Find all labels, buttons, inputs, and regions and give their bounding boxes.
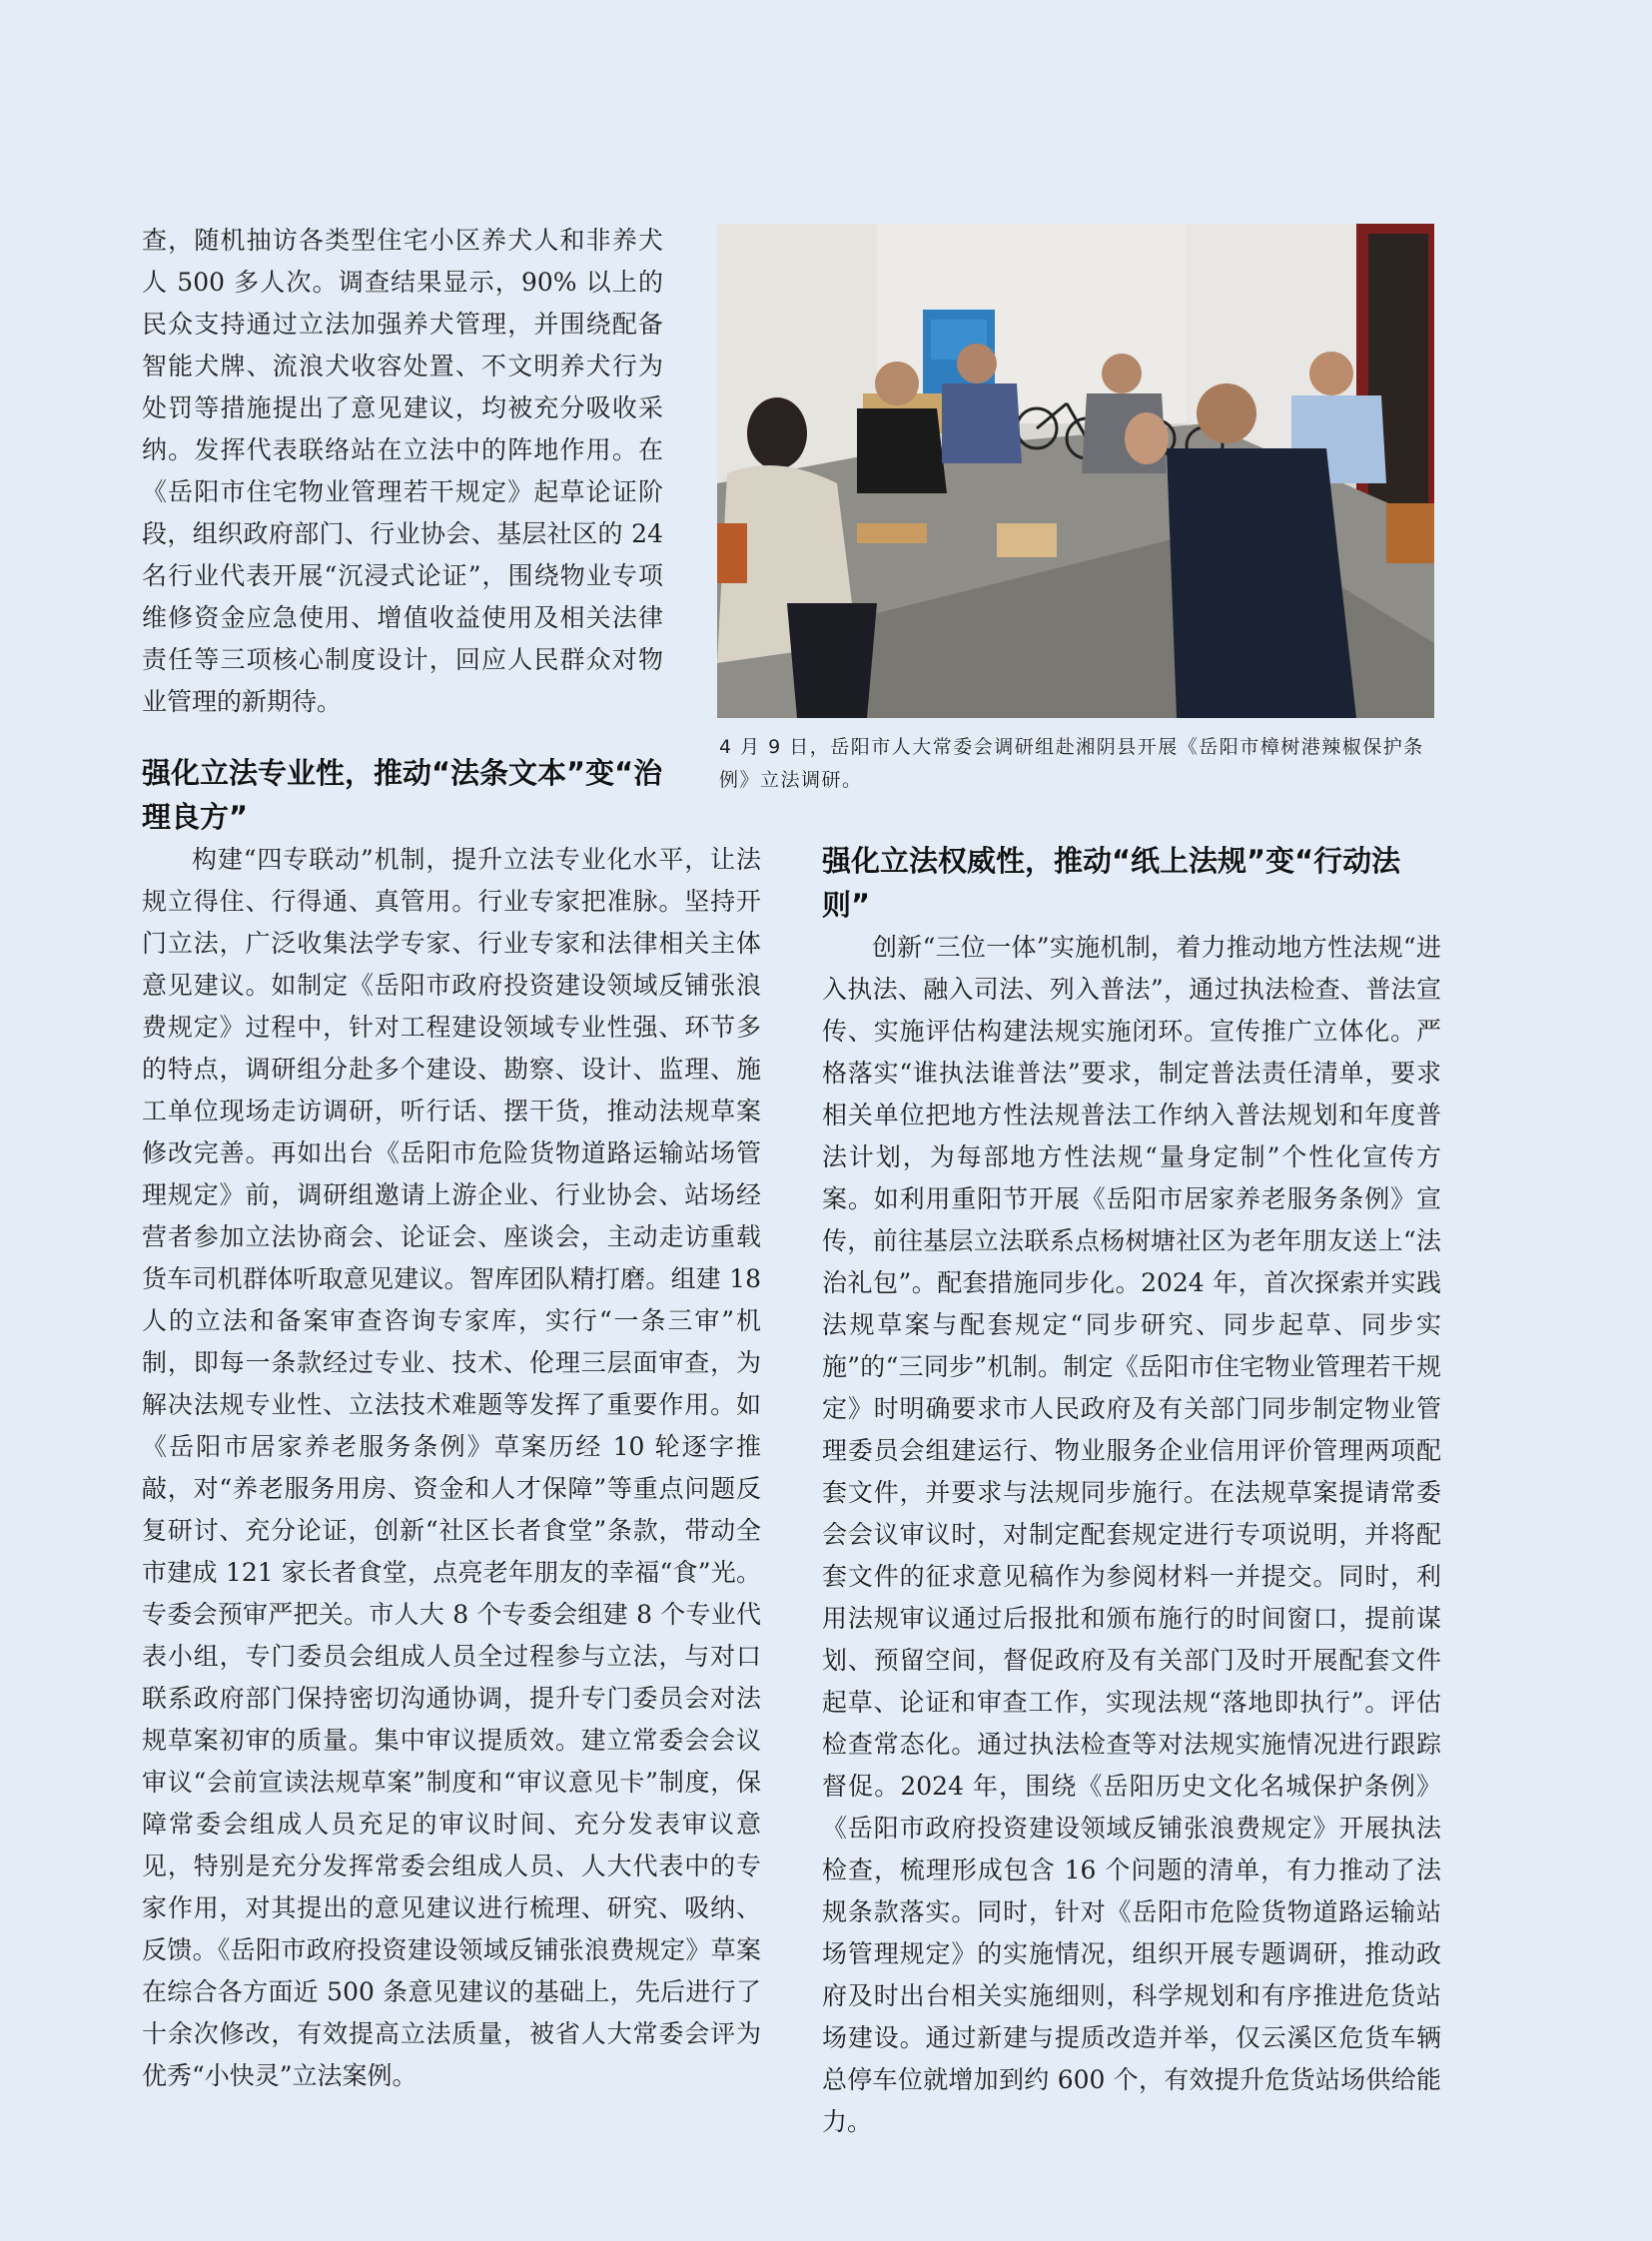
section2-heading: 强化立法权威性，推动“纸上法规”变“行动法则” bbox=[822, 844, 1401, 922]
section1-heading: 强化立法专业性，推动“法条文本”变“治理良方” bbox=[142, 756, 663, 834]
section1-body: 构建“四专联动”机制，提升立法专业化水平，让法规立得住、行得通、真管用。行业专家把准脉。坚持开门立法，广泛收集法学专家、行业专家和法律相关主体意见建议。如制定《岳阳市政府投资建设领域反铺张浪费规定》过程中，针对工程建设领域专业性强、环节多的特点，调研组分赴多个建设、勘察、设计、监理、施工单位现场走访调研，听行话、摆干货，推动法规草案修改完善。再如出台《岳阳市危险货物道路运输站场管理规定》前，调研组邀请上游企业、行业协会、站场经营者参加立法协商会、论证会、座谈会，主动走访重载货车司机群体听取意见建议。智库团队精打磨。组建 18 人的立法和备案审查咨询专家库，实行“一条三审”机制，即每一条款经过专业、技术、伦理三层面审查，为解决法规专业性、立法技术难题等发挥了重要作用。如《岳阳市居家养老服务条例》草案历经 10 轮逐字推敲，对“养老服务用房、资金和人才保障”等重点问题反复研讨、充分论证，创新“社区长者食堂”条款，带动全市建成 121 家长者食堂，点亮老年朋友的幸福“食”光。专委会预审严把关。市人大 8 个专委会组建 8 个专业代表小组，专门委员会组成人员全过程参与立法，与对口联系政府部门保持密切沟通协调，提升专门委员会对法规草案初审的质量。集中审议提质效。建立常委会会议审议“会前宣读法规草案”制度和“审议意见卡”制度，保障常委会组成人员充足的审议时间、充分发表审议意见，特别是充分发挥常委会组成人员、人大代表中的专家作用，对其提出的意见建议进行梳理、研究、吸纳、反馈。《岳阳市政府投资建设领域反铺张浪费规定》草案在综合各方面近 500 条意见建议的基础上，先后进行了十余次修改，有效提高立法质量，被省人大常委会评为优秀“小快灵”立法案例。 bbox=[142, 845, 761, 2090]
section2-body: 创新“三位一体”实施机制，着力推动地方性法规“进入执法、融入司法、列入普法”，通过执法检查、普法宣传、实施评估构建法规实施闭环。宣传推广立体化。严格落实“谁执法谁普法”要求，制定普法责任清单，要求相关单位把地方性法规普法工作纳入普法规划和年度普法计划，为每部地方性法规“量身定制”个性化宣传方案。如利用重阳节开展《岳阳市居家养老服务条例》宣传，前往基层立法联系点杨树塘社区为老年朋友送上“法治礼包”。配套措施同步化。2024 年，首次探索并实践法规草案与配套规定“同步研究、同步起草、同步实施”的“三同步”机制。制定《岳阳市住宅物业管理若干规定》时明确要求市人民政府及有关部门同步制定物业管理委员会组建运行、物业服务企业信用评价管理两项配套文件，并要求与法规同步施行。在法规草案提请常委会会议审议时，对制定配套规定进行专项说明，并将配套文件的征求意见稿作为参阅材料一并提交。同时，利用法规审议通过后报批和颁布施行的时间窗口，提前谋划、预留空间，督促政府及有关部门及时开展配套文件起草、论证和审查工作，实现法规“落地即执行”。评估检查常态化。通过执法检查等对法规实施情况进行跟踪督促。2024 年，围绕《岳阳历史文化名城保护条例》《岳阳市政府投资建设领域反铺张浪费规定》开展执法检查，梳理形成包含 16 个问题的清单，有力推动了法规条款落实。同时，针对《岳阳市危险货物道路运输站场管理规定》的实施情况，组织开展专题调研，推动政府及时出台相关实施细则，科学规划和有序推进危货站场建设。通过新建与提质改造并举，仅云溪区危货车辆总停车位就增加到约 600 个，有效提升危货站场供给能力。 bbox=[822, 933, 1441, 2136]
photo-illustration bbox=[717, 224, 1434, 718]
intro-paragraph: 查，随机抽访各类型住宅小区养犬人和非养犬人 500 多人次。调查结果显示，90% 以上的民众支持通过立法加强养犬管理，并围绕配备智能犬牌、流浪犬收容处置、不文明养犬行为处罚等措施提出了意见建议，均被充分吸收采纳。发挥代表联络站在立法中的阵地作用。在《岳阳市住宅物业管理若干规定》起草论证阶段，组织政府部门、行业协会、基层社区的 24 名行业代表开展“沉浸式论证”，围绕物业专项维修资金应急使用、增值收益使用及相关法律责任等三项核心制度设计，回应人民群众对物业管理的新期待。 bbox=[142, 226, 663, 716]
photo-research-meeting bbox=[717, 224, 1434, 718]
photo-caption: 4 月 9 日，岳阳市人大常委会调研组赴湘阴县开展《岳阳市樟树港辣椒保护条例》立法调研。 bbox=[719, 736, 1424, 791]
